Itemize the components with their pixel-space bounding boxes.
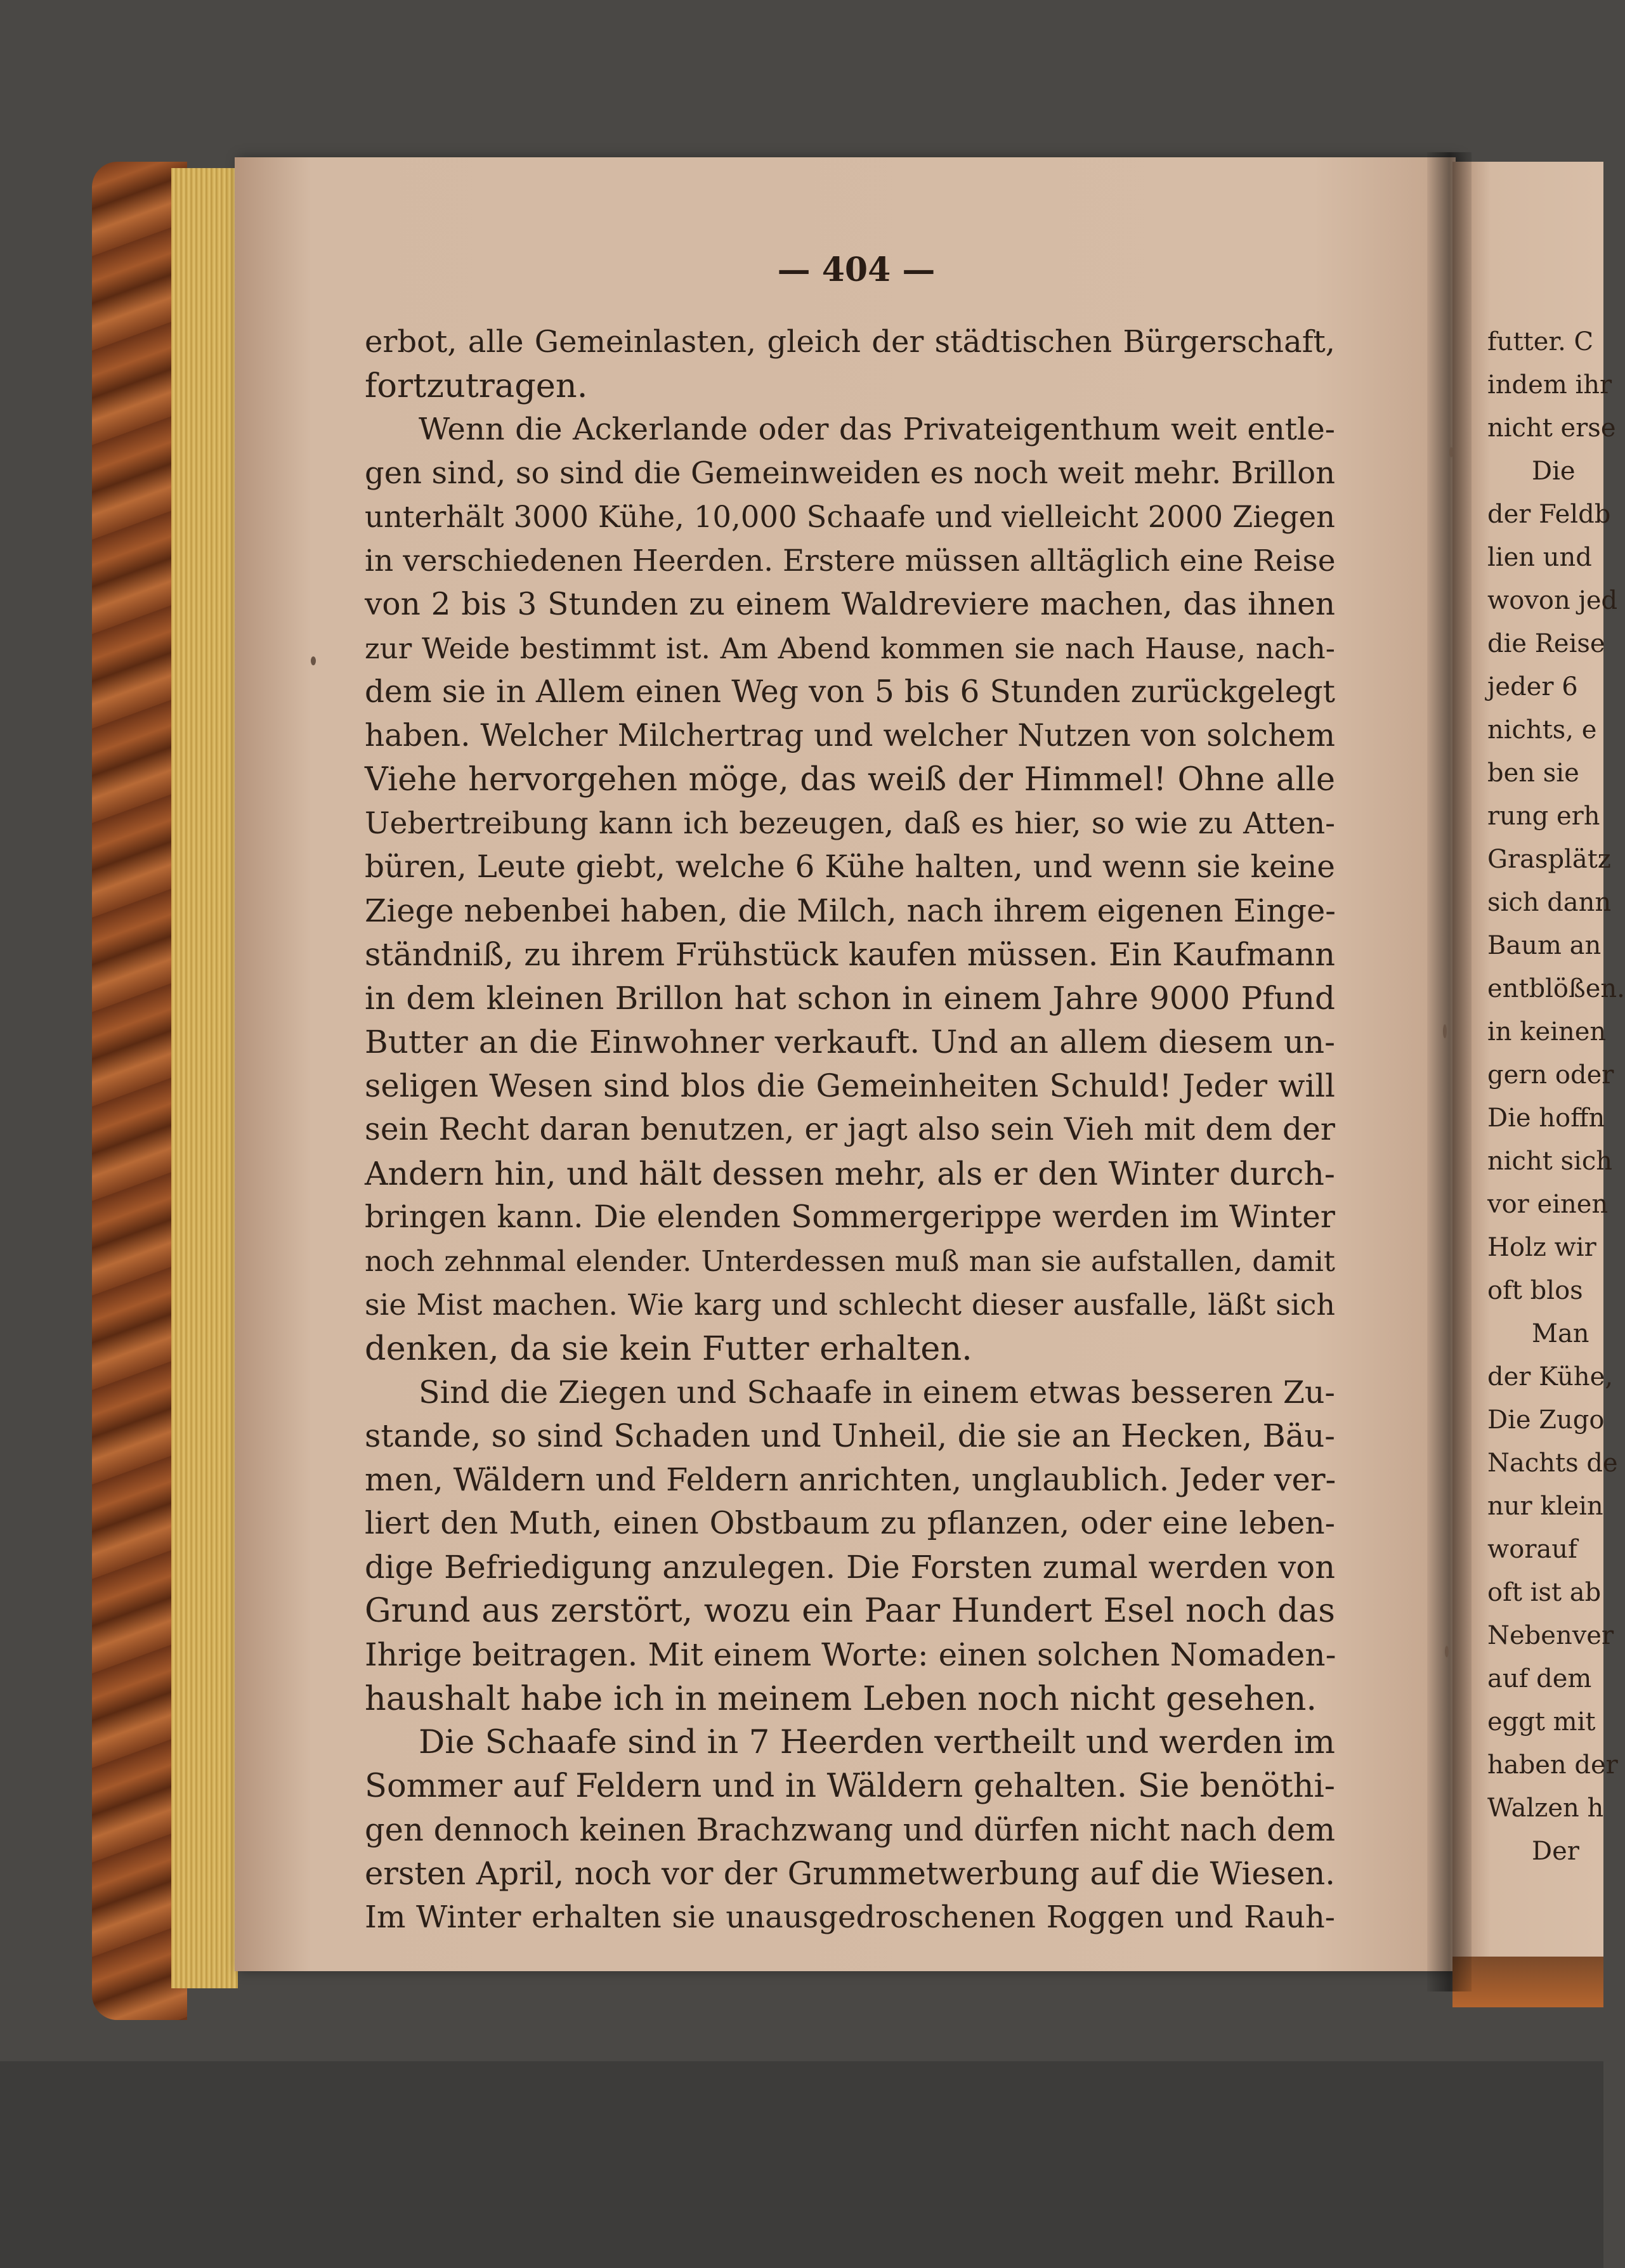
page-number: — 404 — [777, 251, 936, 289]
facing-text-line: Nebenver [1487, 1621, 1614, 1650]
facing-text-line: nur klein [1487, 1492, 1603, 1521]
facing-page-text [1487, 320, 1625, 1873]
text-line: ständniß, zu ihrem Frühstück kaufen müssen. Ein Kaufmann [365, 936, 1335, 973]
facing-text-line: sich dann [1487, 888, 1612, 917]
text-line: dige Befriedigung anzulegen. Die Forsten zumal werden von [365, 1549, 1335, 1586]
text-line: men, Wäldern und Feldern anrichten, unglaublich. Jeder ver- [365, 1461, 1336, 1498]
facing-text-line: nicht erse [1487, 414, 1616, 443]
facing-text-line: Baum an [1487, 931, 1602, 960]
text-line: bringen kann. Die elenden Sommergerippe werden im Winter [365, 1199, 1335, 1235]
text-line: zur Weide bestimmt ist. Am Abend kommen sie nach Hause, nach- [365, 632, 1335, 665]
facing-text-line: eggt mit [1487, 1707, 1596, 1737]
table-background [0, 2061, 1603, 2268]
facing-text-line: indem ihr [1487, 370, 1612, 400]
text-line: Viehe hervorgehen möge, das weiß der Himmel! Ohne alle [365, 761, 1335, 798]
facing-text-line: Nachts de [1487, 1449, 1618, 1478]
text-line: denken, da sie kein Futter erhalten. [365, 1329, 972, 1368]
facing-text-line: der Kühe, [1487, 1362, 1614, 1391]
book-gutter [1427, 152, 1472, 1991]
paper-speck [311, 656, 316, 665]
paper-speck [1445, 1646, 1449, 1657]
text-line: Sind die Ziegen und Schaafe in einem etwas besseren Zu- [419, 1374, 1335, 1411]
facing-text-line: auf dem [1487, 1664, 1592, 1693]
text-line: Im Winter erhalten sie unausgedroschenen Roggen und Rauh- [365, 1900, 1335, 1935]
facing-text-line: Grasplätz [1487, 845, 1611, 874]
facing-text-line: rung erh [1487, 802, 1600, 831]
text-line: in dem kleinen Brillon hat schon in einem Jahre 9000 Pfund [365, 980, 1335, 1017]
facing-text-line: in keinen [1487, 1017, 1607, 1046]
text-line: gen dennoch keinen Brachzwang und dürfen nicht nach dem [365, 1811, 1336, 1848]
paper-speck [1449, 447, 1453, 457]
paper-speck [1443, 1024, 1447, 1038]
text-line: stande, so sind Schaden und Unheil, die sie an Hecken, Bäu- [365, 1418, 1335, 1454]
facing-text-line: jeder 6 [1487, 672, 1578, 701]
facing-text-line: Die hoffn [1487, 1104, 1605, 1133]
text-line: Die Schaafe sind in 7 Heerden vertheilt und werden im [419, 1723, 1335, 1761]
page-text [365, 320, 1335, 1939]
facing-text-line: haben der [1487, 1750, 1618, 1780]
text-line: Wenn die Ackerlande oder das Privateigenthum weit entle- [419, 412, 1335, 447]
text-line: seligen Wesen sind blos die Gemeinheiten Schuld! Jeder will [365, 1067, 1335, 1104]
text-line: unterhält 3000 Kühe, 10,000 Schaafe und vielleicht 2000 Ziegen [365, 500, 1335, 534]
facing-text-line: wovon jed [1487, 586, 1618, 615]
text-line: Ziege nebenbei haben, die Milch, nach ihrem eigenen Einge- [365, 892, 1336, 929]
text-line: Sommer auf Feldern und in Wäldern gehalten. Sie benöthi- [365, 1768, 1335, 1805]
text-line: Grund aus zerstört, wozu ein Paar Hundert Esel noch das [365, 1592, 1335, 1630]
facing-text-line: entblößen. [1487, 974, 1625, 1003]
facing-text-line: Die Zugo [1487, 1405, 1605, 1435]
facing-text-line: gern oder [1487, 1060, 1614, 1090]
facing-text-line: nicht sich [1487, 1147, 1612, 1176]
text-line: noch zehnmal elender. Unterdessen muß man sie aufstallen, damit [365, 1244, 1335, 1278]
facing-text-line: Die [1532, 457, 1576, 486]
text-line: dem sie in Allem einen Weg von 5 bis 6 Stunden zurückgelegt [365, 674, 1335, 710]
facing-text-line: futter. C [1487, 327, 1594, 356]
page-edges [171, 168, 238, 1988]
facing-text-line: der Feldb [1487, 500, 1611, 529]
facing-text-line: oft blos [1487, 1276, 1583, 1305]
text-line: Andern hin, und hält dessen mehr, als er den Winter durch- [365, 1155, 1335, 1192]
right-binding-edge [1452, 1957, 1603, 2007]
facing-text-line: Man [1532, 1319, 1589, 1348]
text-line: Butter an die Einwohner verkauft. Und an allem diesem un- [365, 1024, 1335, 1060]
facing-text-line: Walzen h [1487, 1794, 1604, 1823]
facing-text-line: Der [1532, 1837, 1579, 1866]
text-line: gen sind, so sind die Gemeinweiden es noch weit mehr. Brillon [365, 455, 1335, 491]
facing-text-line: die Reise [1487, 629, 1605, 658]
facing-text-line: lien und [1487, 543, 1592, 572]
facing-text-line: Holz wir [1487, 1233, 1596, 1262]
text-line: sie Mist machen. Wie karg und schlecht dieser ausfalle, läßt sich [365, 1287, 1335, 1322]
facing-text-line: worauf [1487, 1535, 1577, 1564]
text-line: erbot, alle Gemeinlasten, gleich der städtischen Bürgerschaft, [365, 324, 1335, 360]
facing-text-line: oft ist ab [1487, 1578, 1602, 1607]
text-line: büren, Leute giebt, welche 6 Kühe halten, und wenn sie keine [365, 849, 1335, 885]
text-line: fortzutragen. [365, 367, 588, 405]
text-line: ersten April, noch vor der Grummetwerbung auf die Wiesen. [365, 1855, 1335, 1892]
facing-text-line: vor einen [1487, 1190, 1609, 1219]
text-line: liert den Muth, einen Obstbaum zu pflanzen, oder eine leben- [365, 1506, 1335, 1541]
text-line: von 2 bis 3 Stunden zu einem Waldreviere machen, das ihnen [365, 587, 1335, 622]
text-line: haben. Welcher Milchertrag und welcher Nutzen von solchem [365, 718, 1335, 753]
facing-text-line: ben sie [1487, 759, 1579, 788]
text-line: haushalt habe ich in meinem Leben noch nicht gesehen. [365, 1679, 1317, 1718]
text-line: sein Recht daran benutzen, er jagt also sein Vieh mit dem der [365, 1112, 1335, 1147]
text-line: in verschiedenen Heerden. Erstere müssen alltäglich eine Reise [365, 544, 1336, 578]
facing-text-line: nichts, e [1487, 715, 1597, 745]
text-line: Ihrige beitragen. Mit einem Worte: einen solchen Nomaden- [365, 1636, 1336, 1673]
text-line: Uebertreibung kann ich bezeugen, daß es hier, so wie zu Atten- [365, 806, 1335, 841]
